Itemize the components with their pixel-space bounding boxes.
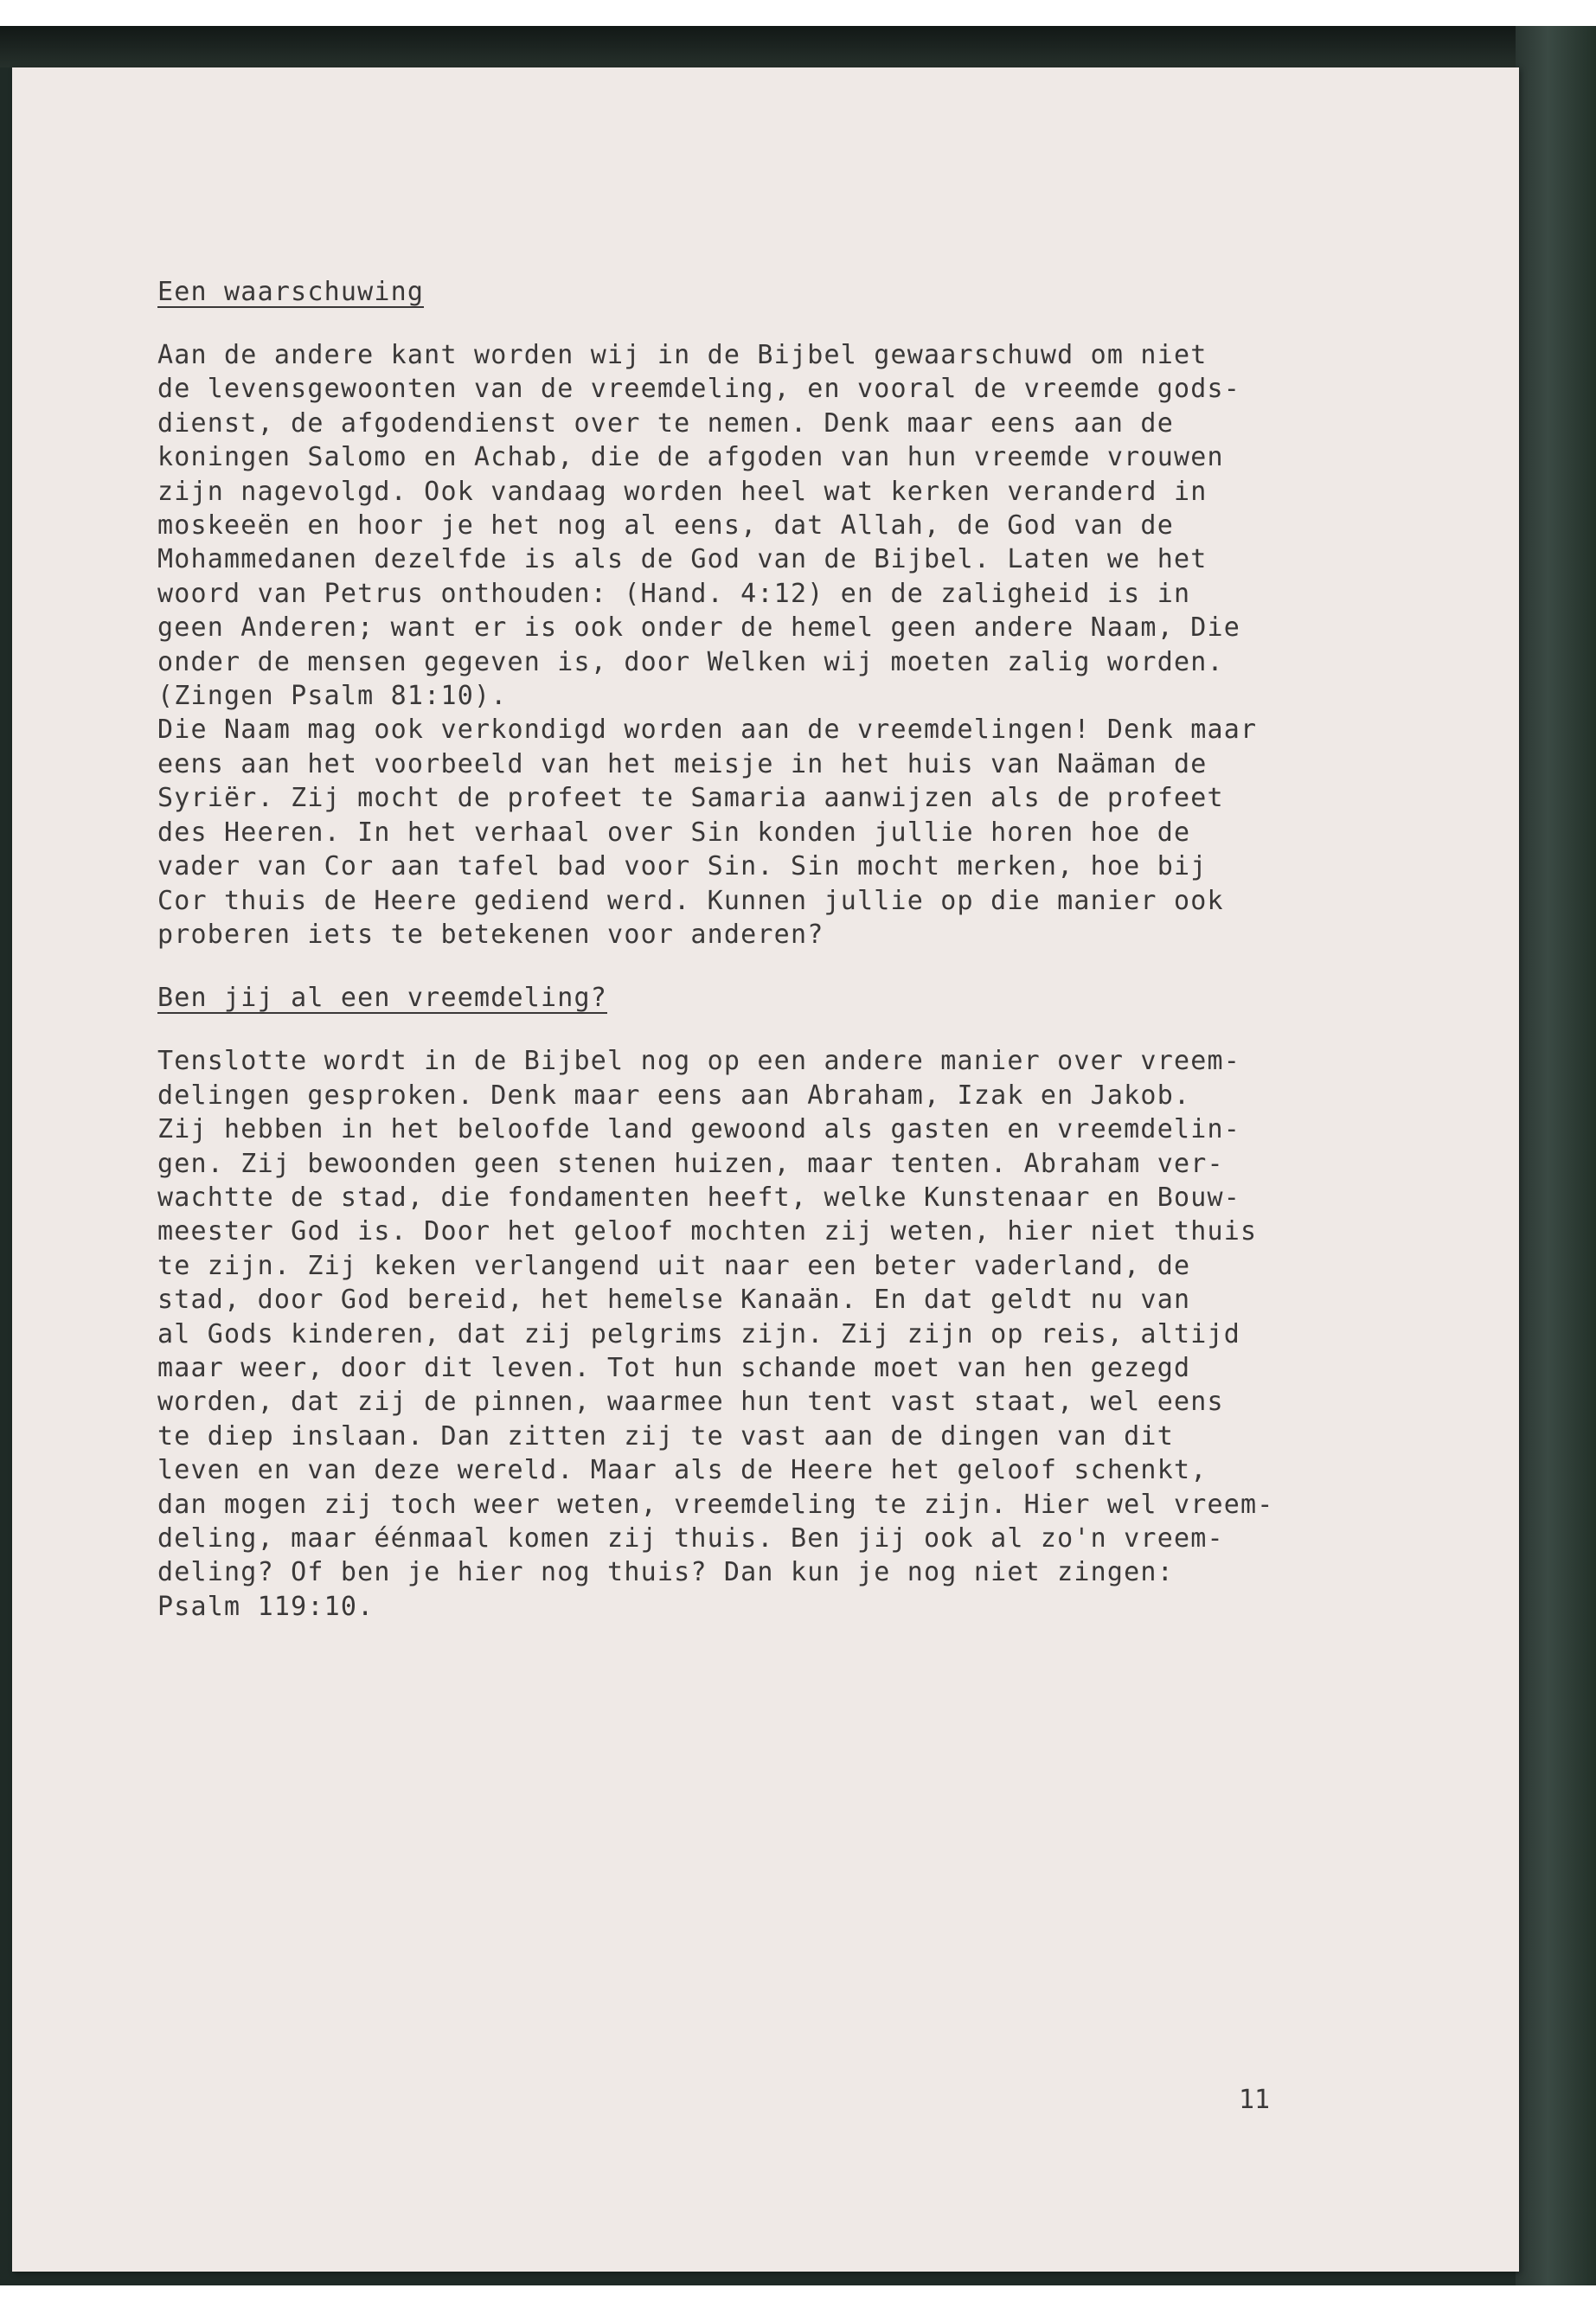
- section-body-stranger: Tenslotte wordt in de Bijbel nog op een andere manier over vreem- delingen gesproken. Denk maar eens aan Abraham, Izak en Jakob. Zij hebben in het beloofde land gewoond als gasten en vreemdelin- gen. Zij bewoonden geen stenen huizen, maar tenten. Abraham ver- wachtte de stad, die fondamenten heeft, welke Kunstenaar en Bouw- meester God is. Door het geloof mochten zij weten, hier niet thuis te zijn. Zij keken verlangend uit naar een beter vaderland, de stad, door God bereid, het hemelse Kanaän. En dat geldt nu van al Gods kinderen, dat zij pelgrims zijn. Zij zijn op reis, altijd maar weer, door dit leven. Tot hun schande moet van hen gezegd worden, dat zij de pinnen, waarmee hun tent vast staat, wel eens te diep inslaan. Dan zitten zij te vast aan de dingen van dit leven en van deze wereld. Maar als de Heere het geloof schenkt, dan mogen zij toch weer weten, vreemdeling te zijn. Hier wel vreem- deling, maar éénmaal komen zij thuis. Ben jij ook al zo'n vreem- deling? Of ben je hier nog thuis? Dan kun je nog niet zingen: Psalm 119:10.: [157, 1046, 1274, 1622]
- text-block: [157, 275, 1368, 1624]
- document-page: [12, 67, 1519, 2272]
- book-spine: [1516, 26, 1596, 2285]
- section-heading-stranger: Ben jij al een vreemdeling?: [157, 983, 608, 1014]
- book-cover-top-edge: [0, 26, 1596, 67]
- page-number: 11: [1239, 2085, 1271, 2115]
- section-body-warning: Aan de andere kant worden wij in de Bijbel gewaarschuwd om niet de levensgewoonten van de vreemdeling, en vooral de vreemde gods- dienst, de afgodendienst over te nemen. Denk maar eens aan de koningen Salomo en Achab, die de afgoden van hun vreemde vrouwen zijn nagevolgd. Ook vandaag worden heel wat kerken veranderd in moskeeën en hoor je het nog al eens, dat Allah, de God van de Mohammedanen dezelfde is als de God van de Bijbel. Laten we het woord van Petrus onthouden: (Hand. 4:12) en de zaligheid is in geen Anderen; want er is ook onder de hemel geen andere Naam, Die onder de mensen gegeven is, door Welken wij moeten zalig worden. (Zingen Psalm 81:10). Die Naam mag ook verkondigd worden aan de vreemdelingen! Denk maar eens aan het voorbeeld van het meisje in het huis van Naäman de Syriër. Zij mocht de profeet te Samaria aanwijzen als de profeet des Heeren. In het verhaal over Sin konden jullie horen hoe de vader van Cor aan tafel bad voor Sin. Sin mocht merken, hoe bij Cor thuis de Heere gediend werd. Kunnen jullie op die manier ook proberen iets te betekenen voor anderen?: [157, 340, 1258, 950]
- section-heading-warning: Een waarschuwing: [157, 277, 425, 307]
